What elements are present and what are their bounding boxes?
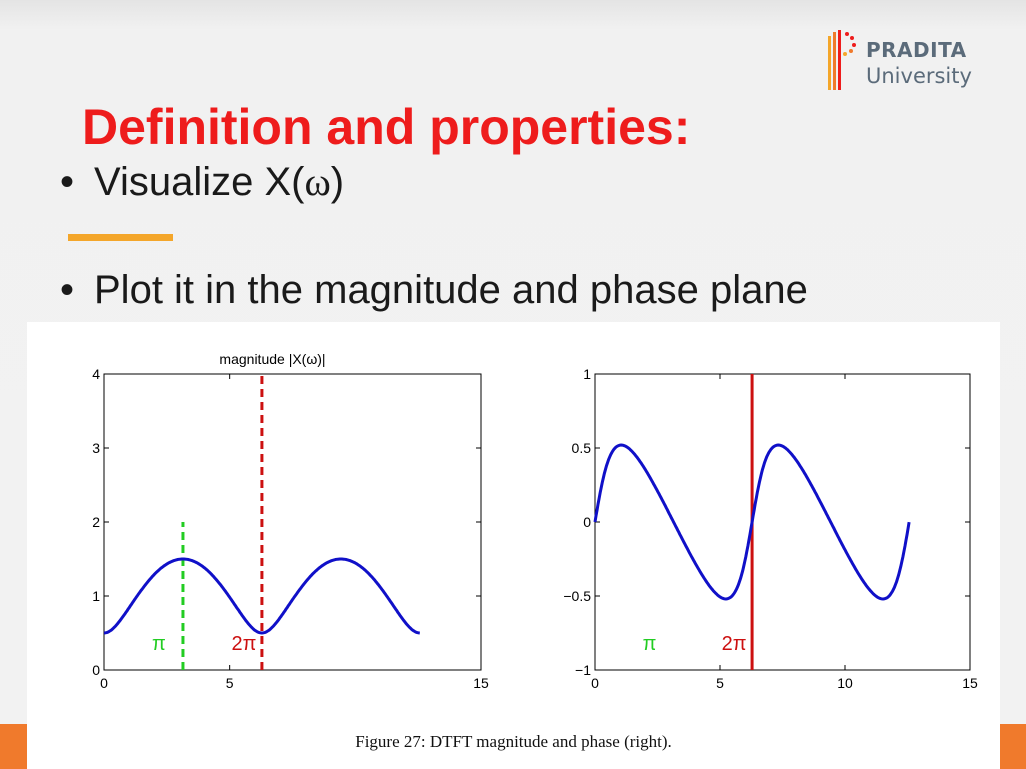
axes-box	[595, 374, 970, 670]
marker-label: π	[642, 633, 657, 655]
accent-divider	[68, 234, 173, 241]
y-tick-label: 1	[92, 588, 100, 604]
y-tick-label: 0	[583, 514, 591, 530]
x-tick-label: 10	[837, 675, 853, 691]
y-tick-label: −0.5	[563, 588, 591, 604]
logo-subtitle: University	[866, 64, 972, 88]
bullet-plot	[60, 270, 808, 310]
magnitude-curve	[104, 559, 420, 633]
slide-title: Definition and properties:	[82, 99, 691, 155]
orange-bar-right	[1000, 724, 1026, 769]
omega-symbol: ω	[304, 159, 331, 204]
bullet-prefix: Visualize X(	[94, 160, 305, 204]
y-tick-label: 3	[92, 440, 100, 456]
bullet-visualize	[60, 159, 345, 204]
orange-bar-left	[0, 724, 27, 769]
figure-plots	[27, 322, 1000, 722]
y-tick-label: 0.5	[571, 440, 591, 456]
x-tick-label: 5	[716, 675, 724, 691]
bullet-dot: •	[60, 268, 75, 312]
x-tick-label: 5	[225, 675, 234, 691]
y-tick-label: 1	[583, 366, 591, 382]
x-tick-label: 0	[591, 675, 599, 691]
bullet-dot: •	[60, 160, 75, 204]
y-tick-label: 2	[92, 514, 100, 530]
y-tick-label: 0	[92, 662, 100, 678]
marker-label: π	[152, 633, 166, 655]
bullet-suffix: )	[330, 160, 345, 204]
axes-box	[104, 374, 481, 670]
x-tick-label: 0	[100, 675, 108, 691]
marker-label: 2π	[721, 633, 747, 655]
x-tick-label: 15	[962, 675, 978, 691]
marker-label: 2π	[231, 633, 257, 655]
figure-caption: Figure 27: DTFT magnitude and phase (right).	[355, 732, 672, 751]
x-tick-label: 15	[473, 675, 489, 691]
logo-mark-icon	[826, 28, 866, 92]
chart-title: magnitude |X(ω)|	[219, 351, 326, 367]
university-logo	[826, 28, 972, 92]
y-tick-label: 4	[92, 366, 100, 382]
dtft-figure	[27, 322, 1000, 769]
logo-name: PRADITA	[866, 38, 967, 62]
bullet-text: Plot it in the magnitude and phase plane	[94, 268, 808, 312]
y-tick-label: −1	[575, 662, 591, 678]
